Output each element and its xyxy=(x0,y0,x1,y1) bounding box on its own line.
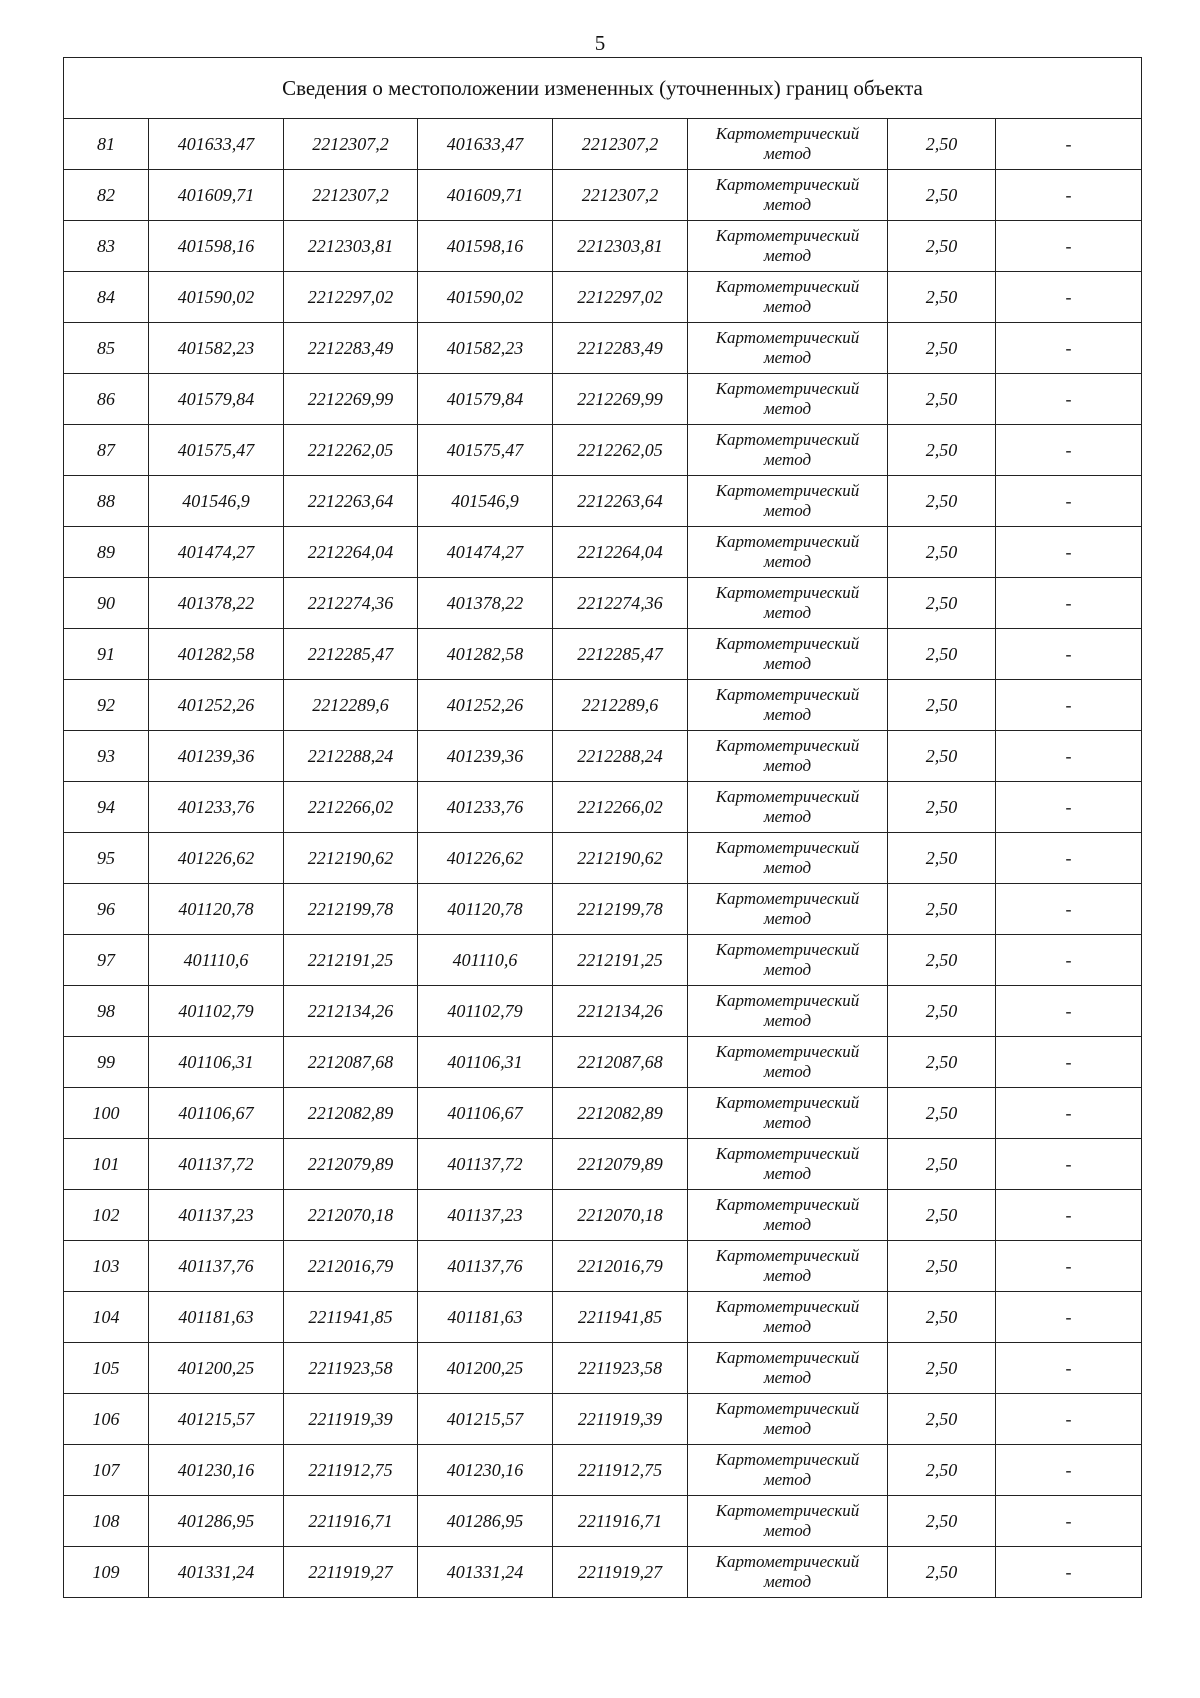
cell-x-new: 401239,36 xyxy=(418,731,553,782)
cell-y-new: 2212134,26 xyxy=(553,986,688,1037)
cell-description: - xyxy=(996,272,1142,323)
cell-x-new: 401215,57 xyxy=(418,1394,553,1445)
cell-y-existing: 2212199,78 xyxy=(284,884,418,935)
cell-point-number: 105 xyxy=(64,1343,149,1394)
cell-method: Картометрический метод xyxy=(688,680,888,731)
cell-point-number: 82 xyxy=(64,170,149,221)
cell-method: Картометрический метод xyxy=(688,1088,888,1139)
table-row xyxy=(64,782,1142,833)
table-row xyxy=(64,629,1142,680)
cell-description: - xyxy=(996,1088,1142,1139)
cell-precision: 2,50 xyxy=(888,119,996,170)
cell-x-existing: 401137,72 xyxy=(149,1139,284,1190)
cell-y-existing: 2212269,99 xyxy=(284,374,418,425)
cell-y-new: 2212269,99 xyxy=(553,374,688,425)
cell-x-new: 401106,31 xyxy=(418,1037,553,1088)
cell-x-existing: 401546,9 xyxy=(149,476,284,527)
cell-y-existing: 2212307,2 xyxy=(284,119,418,170)
cell-x-new: 401609,71 xyxy=(418,170,553,221)
cell-method: Картометрический метод xyxy=(688,1343,888,1394)
cell-y-new: 2211919,39 xyxy=(553,1394,688,1445)
cell-y-new: 2212303,81 xyxy=(553,221,688,272)
table-row xyxy=(64,170,1142,221)
cell-description: - xyxy=(996,986,1142,1037)
cell-y-new: 2212283,49 xyxy=(553,323,688,374)
cell-point-number: 85 xyxy=(64,323,149,374)
cell-x-existing: 401102,79 xyxy=(149,986,284,1037)
cell-precision: 2,50 xyxy=(888,680,996,731)
cell-y-new: 2212297,02 xyxy=(553,272,688,323)
cell-precision: 2,50 xyxy=(888,1445,996,1496)
table-row xyxy=(64,731,1142,782)
cell-point-number: 81 xyxy=(64,119,149,170)
table-row xyxy=(64,578,1142,629)
table-row xyxy=(64,1496,1142,1547)
cell-description: - xyxy=(996,119,1142,170)
cell-x-new: 401282,58 xyxy=(418,629,553,680)
cell-y-existing: 2211919,39 xyxy=(284,1394,418,1445)
cell-precision: 2,50 xyxy=(888,782,996,833)
cell-method: Картометрический метод xyxy=(688,578,888,629)
table-caption-row xyxy=(64,58,1142,119)
cell-y-existing: 2212266,02 xyxy=(284,782,418,833)
boundary-coordinates-table xyxy=(63,57,1142,1598)
table-row xyxy=(64,884,1142,935)
cell-description: - xyxy=(996,323,1142,374)
cell-x-new: 401230,16 xyxy=(418,1445,553,1496)
cell-method: Картометрический метод xyxy=(688,833,888,884)
cell-method: Картометрический метод xyxy=(688,629,888,680)
table-row xyxy=(64,1088,1142,1139)
cell-x-existing: 401137,23 xyxy=(149,1190,284,1241)
cell-x-existing: 401233,76 xyxy=(149,782,284,833)
cell-method: Картометрический метод xyxy=(688,221,888,272)
cell-x-new: 401110,6 xyxy=(418,935,553,986)
cell-point-number: 97 xyxy=(64,935,149,986)
cell-method: Картометрический метод xyxy=(688,476,888,527)
cell-x-existing: 401590,02 xyxy=(149,272,284,323)
cell-description: - xyxy=(996,1190,1142,1241)
cell-description: - xyxy=(996,221,1142,272)
cell-method: Картометрический метод xyxy=(688,731,888,782)
cell-precision: 2,50 xyxy=(888,731,996,782)
cell-x-new: 401137,72 xyxy=(418,1139,553,1190)
cell-point-number: 98 xyxy=(64,986,149,1037)
cell-point-number: 83 xyxy=(64,221,149,272)
cell-y-new: 2212199,78 xyxy=(553,884,688,935)
cell-description: - xyxy=(996,1292,1142,1343)
table-row xyxy=(64,935,1142,986)
cell-precision: 2,50 xyxy=(888,986,996,1037)
cell-x-existing: 401331,24 xyxy=(149,1547,284,1598)
cell-precision: 2,50 xyxy=(888,1496,996,1547)
cell-method: Картометрический метод xyxy=(688,374,888,425)
cell-y-new: 2212288,24 xyxy=(553,731,688,782)
cell-description: - xyxy=(996,1547,1142,1598)
cell-y-new: 2212263,64 xyxy=(553,476,688,527)
cell-precision: 2,50 xyxy=(888,1037,996,1088)
table-row xyxy=(64,272,1142,323)
cell-y-existing: 2212016,79 xyxy=(284,1241,418,1292)
cell-x-new: 401226,62 xyxy=(418,833,553,884)
cell-point-number: 94 xyxy=(64,782,149,833)
cell-precision: 2,50 xyxy=(888,272,996,323)
table-row xyxy=(64,1394,1142,1445)
table-row xyxy=(64,1445,1142,1496)
table-row xyxy=(64,425,1142,476)
cell-y-new: 2212087,68 xyxy=(553,1037,688,1088)
cell-y-existing: 2212297,02 xyxy=(284,272,418,323)
cell-method: Картометрический метод xyxy=(688,1445,888,1496)
cell-x-existing: 401226,62 xyxy=(149,833,284,884)
cell-x-existing: 401582,23 xyxy=(149,323,284,374)
cell-method: Картометрический метод xyxy=(688,1037,888,1088)
cell-y-new: 2211919,27 xyxy=(553,1547,688,1598)
cell-y-new: 2212264,04 xyxy=(553,527,688,578)
cell-description: - xyxy=(996,629,1142,680)
cell-description: - xyxy=(996,1445,1142,1496)
cell-y-existing: 2212263,64 xyxy=(284,476,418,527)
cell-method: Картометрический метод xyxy=(688,782,888,833)
cell-point-number: 106 xyxy=(64,1394,149,1445)
cell-point-number: 92 xyxy=(64,680,149,731)
cell-y-new: 2212079,89 xyxy=(553,1139,688,1190)
cell-x-new: 401579,84 xyxy=(418,374,553,425)
cell-precision: 2,50 xyxy=(888,170,996,221)
cell-y-existing: 2212303,81 xyxy=(284,221,418,272)
cell-x-new: 401546,9 xyxy=(418,476,553,527)
cell-point-number: 84 xyxy=(64,272,149,323)
table-row xyxy=(64,476,1142,527)
cell-x-existing: 401215,57 xyxy=(149,1394,284,1445)
cell-point-number: 86 xyxy=(64,374,149,425)
cell-point-number: 88 xyxy=(64,476,149,527)
table-row xyxy=(64,1292,1142,1343)
cell-x-new: 401200,25 xyxy=(418,1343,553,1394)
cell-method: Картометрический метод xyxy=(688,527,888,578)
table-row xyxy=(64,1190,1142,1241)
cell-y-new: 2212274,36 xyxy=(553,578,688,629)
cell-y-existing: 2212289,6 xyxy=(284,680,418,731)
cell-point-number: 89 xyxy=(64,527,149,578)
cell-description: - xyxy=(996,680,1142,731)
cell-y-new: 2212191,25 xyxy=(553,935,688,986)
cell-precision: 2,50 xyxy=(888,374,996,425)
cell-y-new: 2212307,2 xyxy=(553,170,688,221)
cell-x-existing: 401200,25 xyxy=(149,1343,284,1394)
cell-precision: 2,50 xyxy=(888,578,996,629)
table-row xyxy=(64,680,1142,731)
cell-point-number: 93 xyxy=(64,731,149,782)
table-row xyxy=(64,374,1142,425)
cell-x-new: 401102,79 xyxy=(418,986,553,1037)
cell-method: Картометрический метод xyxy=(688,272,888,323)
cell-x-new: 401252,26 xyxy=(418,680,553,731)
cell-point-number: 87 xyxy=(64,425,149,476)
cell-y-existing: 2212191,25 xyxy=(284,935,418,986)
cell-point-number: 102 xyxy=(64,1190,149,1241)
cell-precision: 2,50 xyxy=(888,323,996,374)
table-row xyxy=(64,1139,1142,1190)
cell-x-existing: 401239,36 xyxy=(149,731,284,782)
cell-x-existing: 401378,22 xyxy=(149,578,284,629)
cell-y-new: 2212285,47 xyxy=(553,629,688,680)
cell-x-existing: 401181,63 xyxy=(149,1292,284,1343)
cell-x-existing: 401282,58 xyxy=(149,629,284,680)
cell-y-existing: 2212134,26 xyxy=(284,986,418,1037)
cell-description: - xyxy=(996,782,1142,833)
cell-precision: 2,50 xyxy=(888,884,996,935)
cell-point-number: 109 xyxy=(64,1547,149,1598)
cell-description: - xyxy=(996,833,1142,884)
cell-point-number: 99 xyxy=(64,1037,149,1088)
cell-point-number: 95 xyxy=(64,833,149,884)
cell-point-number: 96 xyxy=(64,884,149,935)
table-row xyxy=(64,323,1142,374)
cell-point-number: 101 xyxy=(64,1139,149,1190)
cell-method: Картометрический метод xyxy=(688,884,888,935)
cell-y-new: 2212262,05 xyxy=(553,425,688,476)
page-number: 5 xyxy=(594,31,606,55)
cell-precision: 2,50 xyxy=(888,833,996,884)
cell-y-existing: 2212285,47 xyxy=(284,629,418,680)
cell-method: Картометрический метод xyxy=(688,425,888,476)
table-row xyxy=(64,1241,1142,1292)
cell-x-existing: 401252,26 xyxy=(149,680,284,731)
cell-y-existing: 2212264,04 xyxy=(284,527,418,578)
cell-x-new: 401137,23 xyxy=(418,1190,553,1241)
cell-precision: 2,50 xyxy=(888,1292,996,1343)
cell-y-existing: 2212288,24 xyxy=(284,731,418,782)
cell-y-existing: 2212082,89 xyxy=(284,1088,418,1139)
cell-precision: 2,50 xyxy=(888,1139,996,1190)
cell-x-new: 401137,76 xyxy=(418,1241,553,1292)
cell-x-existing: 401286,95 xyxy=(149,1496,284,1547)
cell-y-existing: 2211916,71 xyxy=(284,1496,418,1547)
table-row xyxy=(64,1037,1142,1088)
cell-description: - xyxy=(996,731,1142,782)
cell-y-existing: 2212283,49 xyxy=(284,323,418,374)
cell-x-existing: 401120,78 xyxy=(149,884,284,935)
table-body xyxy=(64,58,1142,1598)
cell-precision: 2,50 xyxy=(888,1394,996,1445)
cell-x-existing: 401575,47 xyxy=(149,425,284,476)
cell-method: Картометрический метод xyxy=(688,1241,888,1292)
cell-precision: 2,50 xyxy=(888,1241,996,1292)
cell-y-new: 2212266,02 xyxy=(553,782,688,833)
cell-precision: 2,50 xyxy=(888,1190,996,1241)
cell-y-existing: 2211919,27 xyxy=(284,1547,418,1598)
cell-description: - xyxy=(996,476,1142,527)
cell-method: Картометрический метод xyxy=(688,323,888,374)
cell-description: - xyxy=(996,1139,1142,1190)
table-row xyxy=(64,527,1142,578)
cell-method: Картометрический метод xyxy=(688,986,888,1037)
cell-description: - xyxy=(996,1241,1142,1292)
cell-method: Картометрический метод xyxy=(688,1547,888,1598)
cell-y-new: 2211912,75 xyxy=(553,1445,688,1496)
cell-point-number: 91 xyxy=(64,629,149,680)
table-row xyxy=(64,1547,1142,1598)
cell-x-existing: 401474,27 xyxy=(149,527,284,578)
cell-x-existing: 401633,47 xyxy=(149,119,284,170)
cell-x-existing: 401598,16 xyxy=(149,221,284,272)
cell-method: Картометрический метод xyxy=(688,170,888,221)
cell-method: Картометрический метод xyxy=(688,1292,888,1343)
cell-description: - xyxy=(996,1037,1142,1088)
cell-y-new: 2212070,18 xyxy=(553,1190,688,1241)
cell-y-existing: 2212262,05 xyxy=(284,425,418,476)
cell-method: Картометрический метод xyxy=(688,935,888,986)
cell-x-existing: 401106,67 xyxy=(149,1088,284,1139)
cell-y-new: 2212190,62 xyxy=(553,833,688,884)
table-row xyxy=(64,1343,1142,1394)
cell-y-existing: 2212190,62 xyxy=(284,833,418,884)
table-row xyxy=(64,833,1142,884)
cell-x-existing: 401579,84 xyxy=(149,374,284,425)
table-row xyxy=(64,119,1142,170)
cell-y-existing: 2212307,2 xyxy=(284,170,418,221)
cell-precision: 2,50 xyxy=(888,221,996,272)
cell-y-new: 2211923,58 xyxy=(553,1343,688,1394)
cell-precision: 2,50 xyxy=(888,1088,996,1139)
cell-y-existing: 2212079,89 xyxy=(284,1139,418,1190)
cell-y-existing: 2212274,36 xyxy=(284,578,418,629)
cell-point-number: 107 xyxy=(64,1445,149,1496)
cell-y-existing: 2212087,68 xyxy=(284,1037,418,1088)
cell-description: - xyxy=(996,527,1142,578)
cell-x-new: 401233,76 xyxy=(418,782,553,833)
cell-x-new: 401378,22 xyxy=(418,578,553,629)
cell-description: - xyxy=(996,425,1142,476)
cell-y-existing: 2211941,85 xyxy=(284,1292,418,1343)
cell-point-number: 103 xyxy=(64,1241,149,1292)
cell-x-new: 401633,47 xyxy=(418,119,553,170)
cell-description: - xyxy=(996,578,1142,629)
cell-x-new: 401181,63 xyxy=(418,1292,553,1343)
cell-x-new: 401582,23 xyxy=(418,323,553,374)
cell-y-new: 2212289,6 xyxy=(553,680,688,731)
cell-y-new: 2212082,89 xyxy=(553,1088,688,1139)
cell-method: Картометрический метод xyxy=(688,119,888,170)
cell-y-new: 2211941,85 xyxy=(553,1292,688,1343)
cell-precision: 2,50 xyxy=(888,425,996,476)
cell-x-existing: 401609,71 xyxy=(149,170,284,221)
cell-description: - xyxy=(996,170,1142,221)
cell-x-new: 401106,67 xyxy=(418,1088,553,1139)
cell-x-new: 401598,16 xyxy=(418,221,553,272)
cell-point-number: 100 xyxy=(64,1088,149,1139)
cell-precision: 2,50 xyxy=(888,1343,996,1394)
cell-description: - xyxy=(996,1496,1142,1547)
cell-description: - xyxy=(996,374,1142,425)
cell-description: - xyxy=(996,884,1142,935)
cell-point-number: 104 xyxy=(64,1292,149,1343)
cell-point-number: 90 xyxy=(64,578,149,629)
cell-precision: 2,50 xyxy=(888,527,996,578)
cell-y-new: 2212016,79 xyxy=(553,1241,688,1292)
cell-method: Картометрический метод xyxy=(688,1139,888,1190)
cell-y-existing: 2212070,18 xyxy=(284,1190,418,1241)
cell-y-new: 2212307,2 xyxy=(553,119,688,170)
cell-method: Картометрический метод xyxy=(688,1496,888,1547)
cell-precision: 2,50 xyxy=(888,1547,996,1598)
cell-x-new: 401286,95 xyxy=(418,1496,553,1547)
cell-method: Картометрический метод xyxy=(688,1394,888,1445)
table-caption: Сведения о местоположении измененных (уточненных) границ объекта xyxy=(64,58,1142,119)
cell-x-new: 401120,78 xyxy=(418,884,553,935)
cell-x-new: 401331,24 xyxy=(418,1547,553,1598)
cell-precision: 2,50 xyxy=(888,935,996,986)
cell-method: Картометрический метод xyxy=(688,1190,888,1241)
cell-description: - xyxy=(996,1343,1142,1394)
cell-y-existing: 2211923,58 xyxy=(284,1343,418,1394)
cell-y-new: 2211916,71 xyxy=(553,1496,688,1547)
cell-x-existing: 401110,6 xyxy=(149,935,284,986)
cell-description: - xyxy=(996,1394,1142,1445)
cell-x-new: 401590,02 xyxy=(418,272,553,323)
cell-y-existing: 2211912,75 xyxy=(284,1445,418,1496)
cell-point-number: 108 xyxy=(64,1496,149,1547)
cell-x-existing: 401230,16 xyxy=(149,1445,284,1496)
cell-x-new: 401575,47 xyxy=(418,425,553,476)
cell-x-existing: 401106,31 xyxy=(149,1037,284,1088)
cell-description: - xyxy=(996,935,1142,986)
cell-precision: 2,50 xyxy=(888,476,996,527)
cell-x-new: 401474,27 xyxy=(418,527,553,578)
table-row xyxy=(64,221,1142,272)
cell-x-existing: 401137,76 xyxy=(149,1241,284,1292)
cell-precision: 2,50 xyxy=(888,629,996,680)
table-row xyxy=(64,986,1142,1037)
